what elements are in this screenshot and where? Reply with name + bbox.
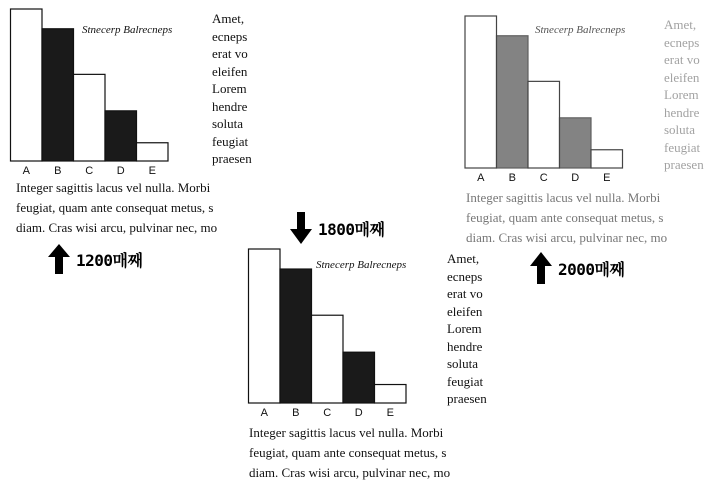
bar-e	[375, 385, 407, 403]
category-label-b: B	[508, 172, 516, 184]
arrow-up-icon	[48, 244, 70, 274]
annotation-label: 2000매째	[558, 259, 625, 279]
category-label-e: E	[603, 172, 611, 184]
category-label-b: B	[292, 407, 300, 419]
category-label-c: C	[85, 165, 94, 177]
arrow-down-icon	[290, 212, 312, 244]
body-text: Integer sagittis lacus vel nulla. Morbi feugiat, quam ante consequat metus, s diam. Cras wisi arcu, pulvinar nec, mo	[16, 180, 218, 235]
side-text: Amet, ecneps erat vo eleifen Lorem hendre soluta feugiat praesen	[447, 251, 487, 406]
bar-c	[74, 74, 106, 161]
bar-e	[137, 143, 169, 161]
bar-a	[465, 16, 497, 168]
side-text: Amet, ecneps erat vo eleifen Lorem hendre soluta feugiat praesen	[212, 11, 252, 166]
category-label-a: A	[260, 407, 268, 419]
chart-title: Stnecerp Balrecneps	[316, 259, 407, 271]
annotation-1800	[290, 212, 384, 244]
side-text: Amet, ecneps erat vo eleifen Lorem hendre soluta feugiat praesen	[664, 17, 704, 172]
category-label-e: E	[148, 165, 156, 177]
body-text: Integer sagittis lacus vel nulla. Morbi feugiat, quam ante consequat metus, s diam. Cras wisi arcu, pulvinar nec, mo	[466, 190, 668, 245]
annotation-1200	[48, 244, 142, 274]
category-label-a: A	[477, 172, 485, 184]
category-label-c: C	[323, 407, 332, 419]
bar-b	[497, 36, 529, 168]
category-label-e: E	[386, 407, 394, 419]
category-label-d: D	[571, 172, 580, 184]
annotation-2000	[530, 252, 624, 284]
bar-c	[528, 81, 560, 168]
bar-a	[249, 249, 281, 403]
bar-d	[105, 111, 137, 161]
bar-c	[312, 315, 344, 403]
bar-chart	[246, 246, 416, 421]
bar-b	[42, 29, 74, 161]
bar-chart	[463, 12, 633, 187]
body-text: Integer sagittis lacus vel nulla. Morbi feugiat, quam ante consequat metus, s diam. Cras wisi arcu, pulvinar nec, mo	[249, 425, 451, 480]
category-label-b: B	[54, 165, 62, 177]
category-label-c: C	[539, 172, 548, 184]
copy-sample-1200	[10, 6, 260, 241]
chart-title: Stnecerp Balrecneps	[82, 24, 173, 36]
copy-sample-2000	[463, 12, 718, 247]
bar-e	[591, 150, 623, 168]
category-label-d: D	[354, 407, 363, 419]
bar-d	[343, 352, 375, 403]
annotation-label: 1800매째	[318, 219, 385, 239]
bar-b	[280, 269, 312, 403]
chart-title: Stnecerp Balrecneps	[535, 24, 626, 36]
arrow-up-icon	[530, 252, 552, 284]
copy-sample-1800	[246, 246, 490, 478]
bar-d	[560, 118, 592, 168]
bar-a	[11, 9, 43, 161]
annotation-label: 1200매째	[76, 250, 143, 270]
category-label-a: A	[22, 165, 30, 177]
category-label-d: D	[116, 165, 125, 177]
